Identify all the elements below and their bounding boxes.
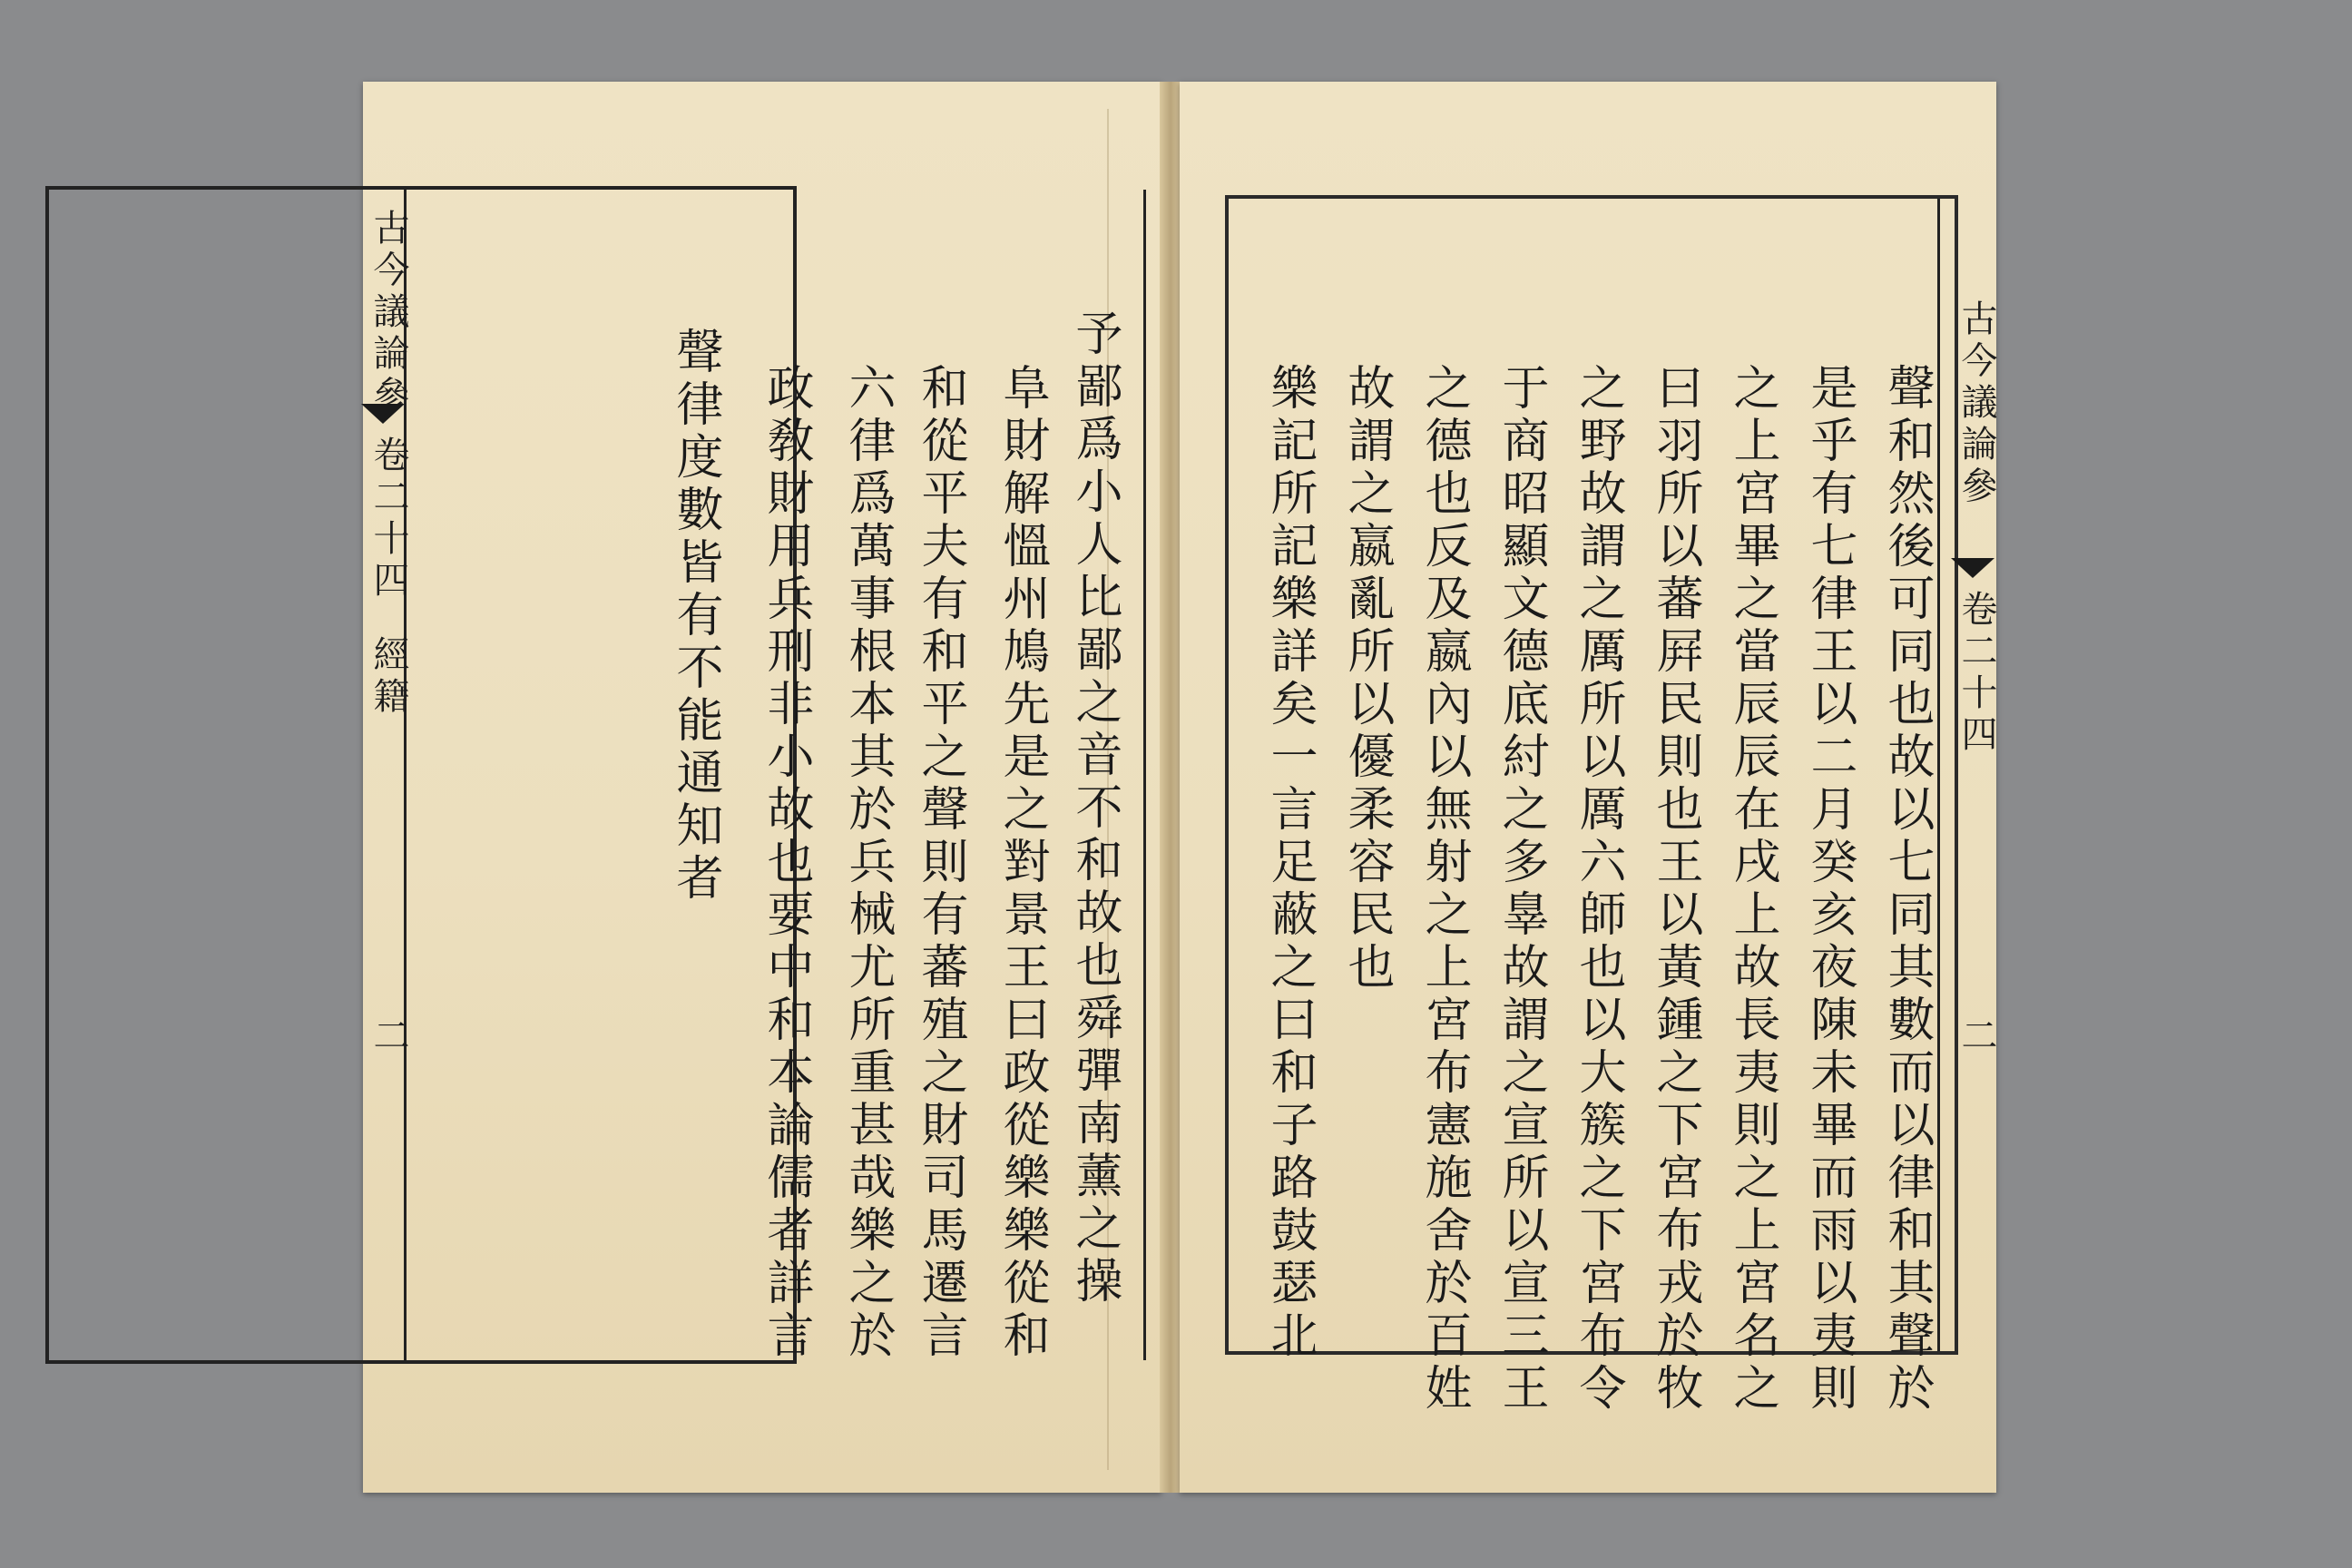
left-fishtail-mark	[361, 404, 405, 424]
right-text-column-3: 之上宮畢之當辰辰在戌上故長夷則之上宮名之	[1725, 363, 1779, 1416]
left-banxin-section: 經籍	[368, 635, 409, 719]
right-banxin-folio: 二	[1955, 1016, 1997, 1058]
book-gutter	[1160, 82, 1181, 1493]
right-text-column-1: 聲和然後可同也故以七同其數而以律和其聲於	[1879, 363, 1934, 1416]
left-banxin-title: 古今議論參	[368, 209, 409, 417]
right-text-column-9: 樂記所記樂詳矣一言足蔽之曰和子路鼓瑟北	[1262, 363, 1317, 1363]
right-banxin-volume: 卷二十四	[1955, 590, 1997, 757]
left-text-column-1: 予鄙爲小人比鄙之音不和故也舜彈南薰之操	[1067, 309, 1122, 1308]
left-text-column-5: 政敎財用兵刑非小故也要中和本論儒者詳言	[759, 363, 813, 1363]
left-banxin-line-inner	[1143, 190, 1146, 1360]
right-banxin-title: 古今議論參	[1955, 299, 1997, 508]
right-banxin-line	[1937, 199, 1940, 1351]
left-banxin-volume: 卷二十四	[368, 436, 409, 603]
right-text-column-5: 之野故謂之厲所以厲六師也以大簇之下宮布令	[1571, 363, 1625, 1416]
right-fishtail-mark	[1951, 558, 1994, 578]
right-text-column-4: 曰羽所以蕃屛民則也王以黃鍾之下宮布戎於牧	[1648, 363, 1702, 1416]
left-text-column-6: 聲律度數皆有不能通知者	[668, 327, 722, 906]
left-banxin-folio: 二	[368, 1016, 409, 1058]
right-text-column-6: 于商昭顯文德底紂之多辠故謂之宣所以宣三王	[1494, 363, 1548, 1416]
right-text-column-2: 是乎有七律王以二月癸亥夜陳未畢而雨以夷則	[1802, 363, 1857, 1416]
left-text-column-4: 六律爲萬事根本其於兵械尤所重甚哉樂之於	[840, 363, 895, 1363]
right-text-column-7: 之德也反及嬴內以無射之上宮布憲施舍於百姓	[1416, 363, 1471, 1416]
left-text-column-2: 阜財解慍州鳩先是之對景王曰政從樂樂從和	[995, 363, 1049, 1363]
left-text-column-3: 和從平夫有和平之聲則有蕃殖之財司馬遷言	[913, 363, 967, 1363]
right-text-column-8: 故謂之嬴亂所以優柔容民也	[1339, 363, 1394, 995]
